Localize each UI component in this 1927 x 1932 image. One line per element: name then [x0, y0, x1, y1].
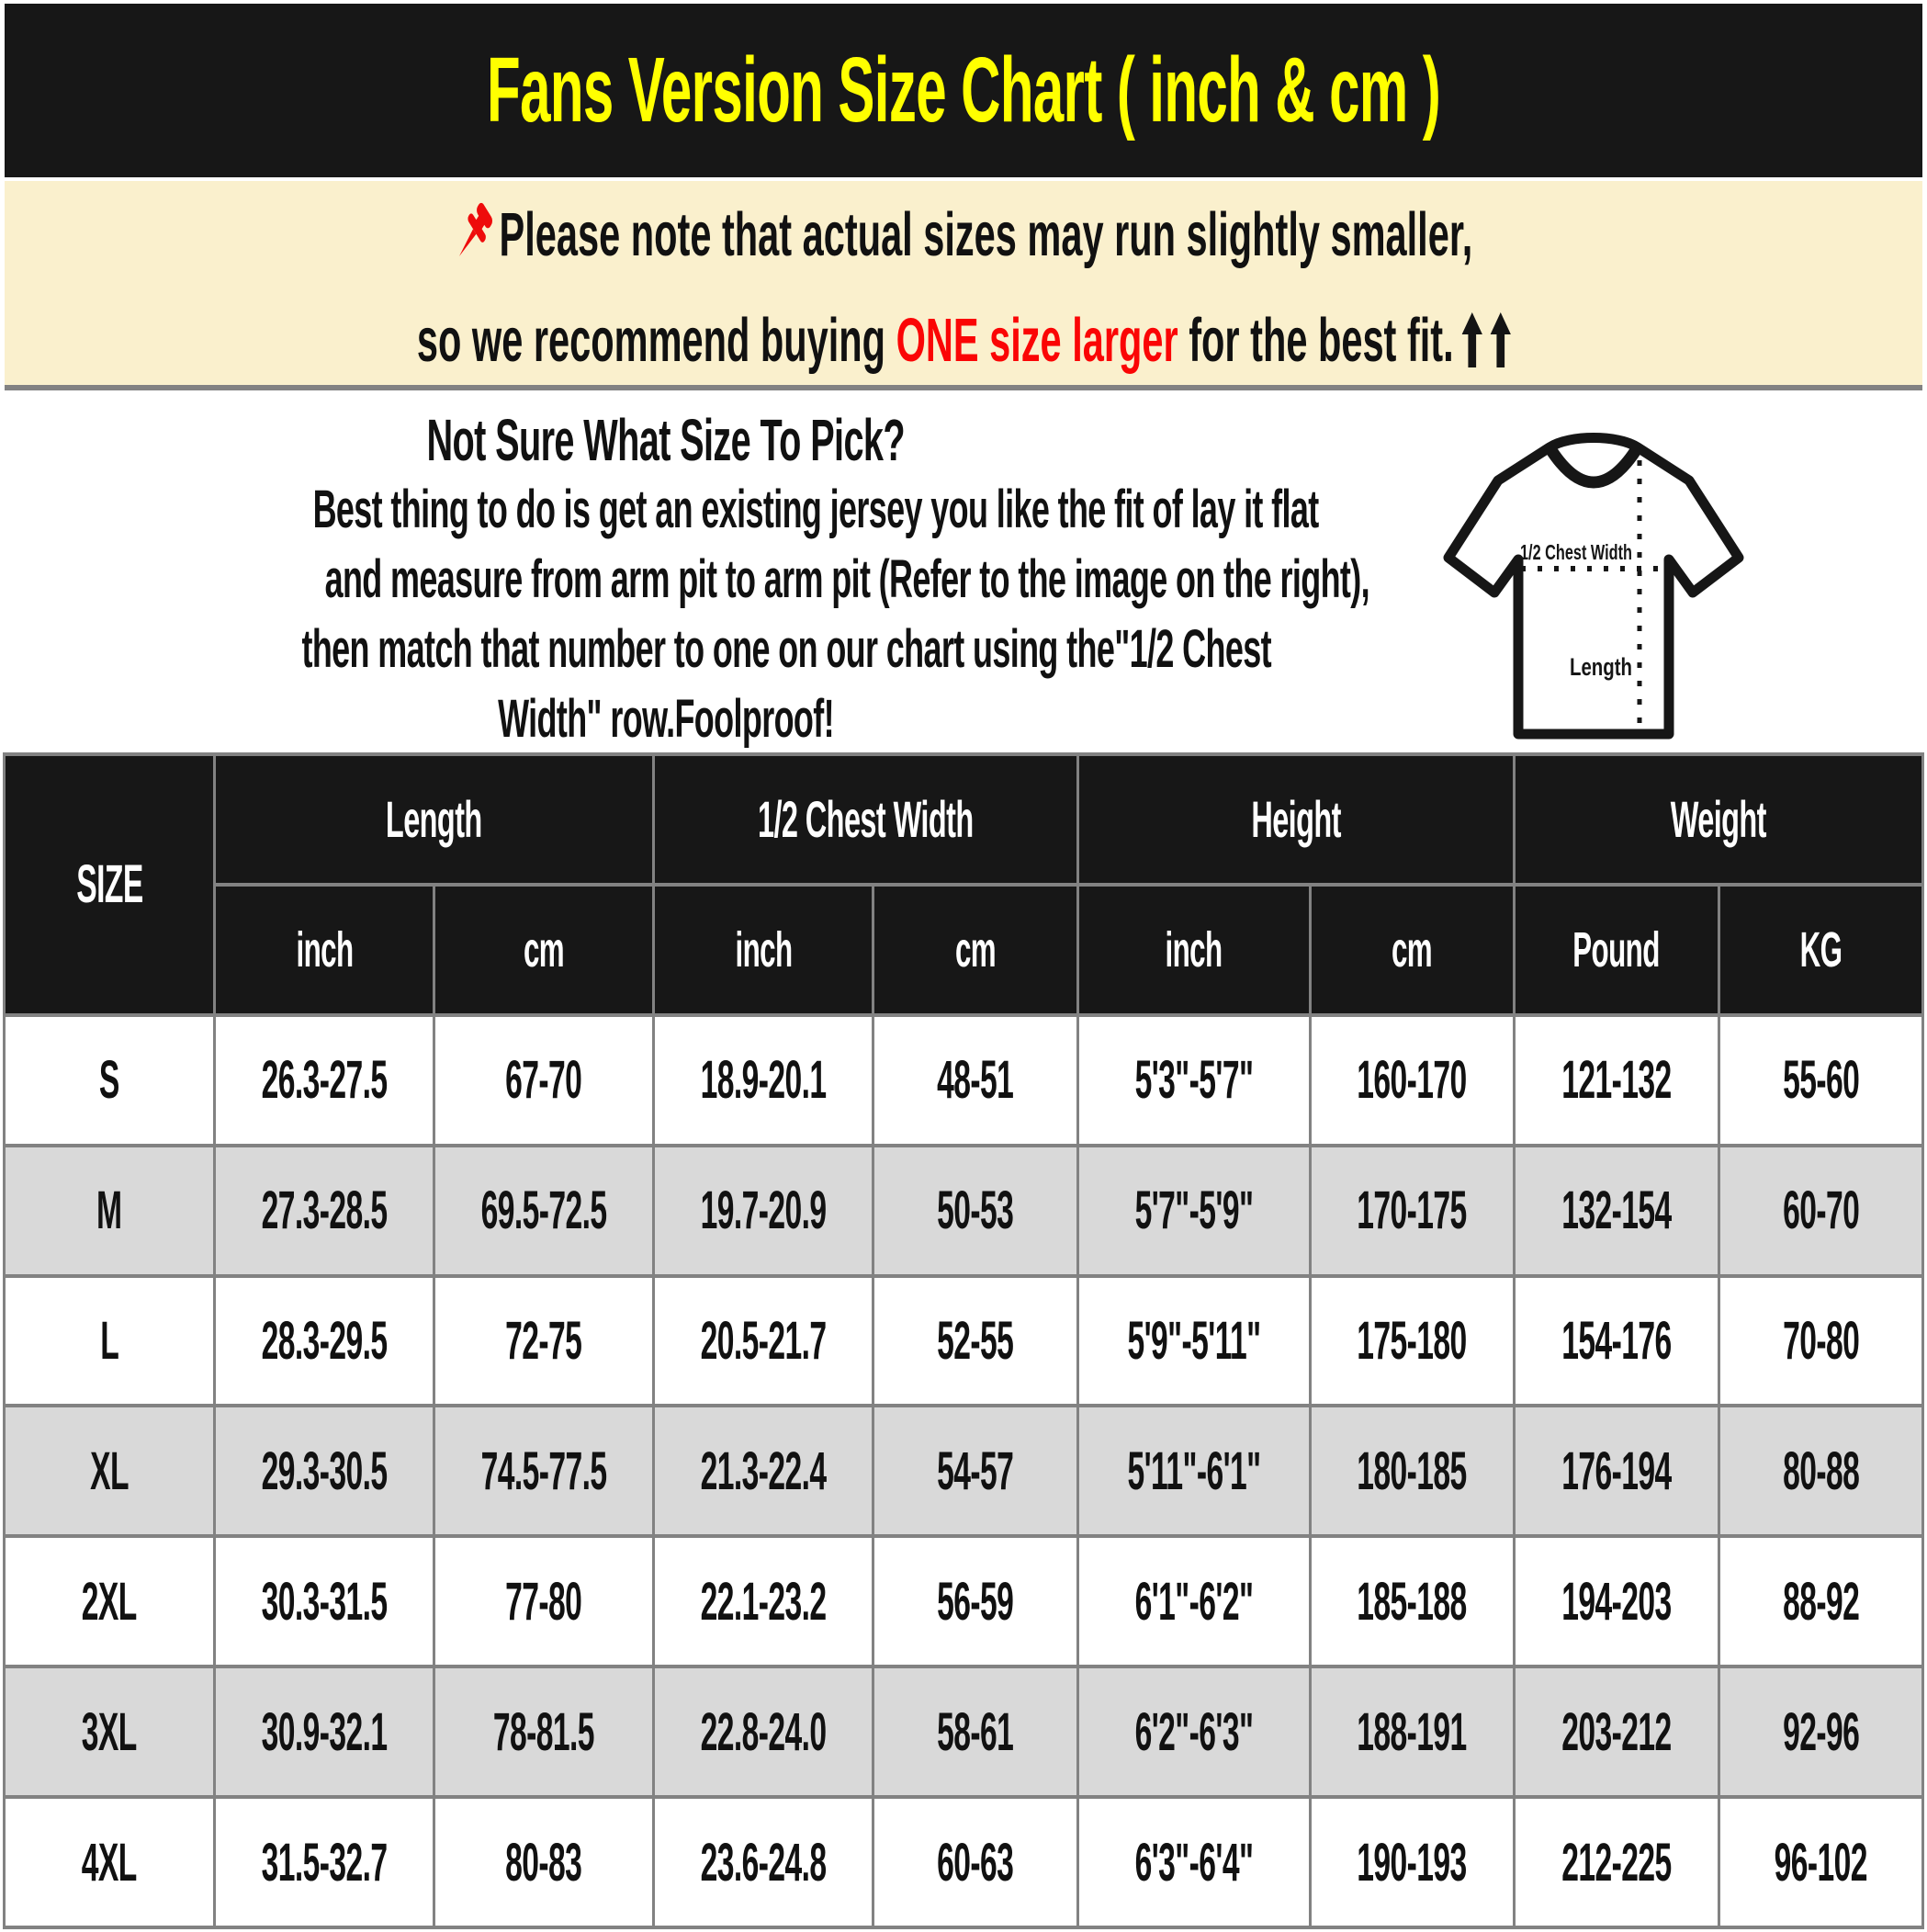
table-header-chest-width: 1/2 Chest Width [655, 756, 1076, 883]
table-header-height: Height [1079, 756, 1513, 883]
notice-text: Please note that actual sizes may run slightly smaller, [499, 200, 1473, 269]
table-header-weight: Weight [1516, 756, 1921, 883]
subheader-inch: inch [655, 887, 872, 1013]
size-label: 4XL [6, 1799, 213, 1926]
table-cell: 88-92 [1720, 1538, 1921, 1665]
subheader-cm: cm [874, 887, 1076, 1013]
table-cell: 27.3-28.5 [216, 1147, 433, 1274]
size-label: L [6, 1278, 213, 1405]
size-label: 3XL [6, 1668, 213, 1795]
table-cell: 55-60 [1720, 1017, 1921, 1144]
table-cell: 96-102 [1720, 1799, 1921, 1926]
tshirt-diagram [1439, 412, 1748, 749]
table-cell: 72-75 [435, 1278, 652, 1405]
table-cell: 28.3-29.5 [216, 1278, 433, 1405]
length-label: Length [1570, 653, 1632, 681]
size-label: 2XL [6, 1538, 213, 1665]
table-header-length: Length [216, 756, 652, 883]
table-cell: 21.3-22.4 [655, 1407, 872, 1534]
chest-width-label: 1/2 Chest Width [1520, 540, 1632, 564]
table-cell: 80-83 [435, 1799, 652, 1926]
table-cell: 170-175 [1312, 1147, 1513, 1274]
table-cell: 58-61 [874, 1668, 1076, 1795]
table-cell: 180-185 [1312, 1407, 1513, 1534]
table-cell: 52-55 [874, 1278, 1076, 1405]
table-header-size: SIZE [6, 756, 213, 1013]
table-cell: 20.5-21.7 [655, 1278, 872, 1405]
table-cell: 185-188 [1312, 1538, 1513, 1665]
table-cell: 203-212 [1516, 1668, 1717, 1795]
table-cell: 60-63 [874, 1799, 1076, 1926]
table-cell: 67-70 [435, 1017, 652, 1144]
table-cell: 26.3-27.5 [216, 1017, 433, 1144]
subheader-cm: cm [435, 887, 652, 1013]
guide-line: Width" row.Foolproof! [498, 689, 834, 749]
table-cell: 6'2"-6'3" [1079, 1668, 1309, 1795]
table-cell: 19.7-20.9 [655, 1147, 872, 1274]
table-cell: 175-180 [1312, 1278, 1513, 1405]
table-cell: 176-194 [1516, 1407, 1717, 1534]
size-chart-table [3, 752, 1924, 1929]
notice-line-1 [141, 196, 1785, 275]
table-cell: 23.6-24.8 [655, 1799, 872, 1926]
size-label: XL [6, 1407, 213, 1534]
table-cell: 70-80 [1720, 1278, 1921, 1405]
table-cell: 69.5-72.5 [435, 1147, 652, 1274]
table-cell: 121-132 [1516, 1017, 1717, 1144]
table-cell: 77-80 [435, 1538, 652, 1665]
size-guide-text [5, 405, 1370, 754]
page-title: Fans Version Size Chart ( inch & cm ) [486, 39, 1441, 141]
size-label: M [6, 1147, 213, 1274]
table-cell: 54-57 [874, 1407, 1076, 1534]
guide-line: and measure from arm pit to arm pit (Refer to the image on the right), [324, 549, 1370, 609]
guide-line: Best thing to do is get an existing jersey you like the fit of lay it flat [312, 480, 1319, 539]
table-cell: 194-203 [1516, 1538, 1717, 1665]
table-cell: 92-96 [1720, 1668, 1921, 1795]
size-guide-section [5, 390, 1922, 752]
table-cell: 160-170 [1312, 1017, 1513, 1144]
table-cell: 48-51 [874, 1017, 1076, 1144]
table-cell: 6'1"-6'2" [1079, 1538, 1309, 1665]
table-cell: 190-193 [1312, 1799, 1513, 1926]
size-label: S [6, 1017, 213, 1144]
notice-text: so we recommend buying [416, 305, 896, 375]
table-cell: 80-88 [1720, 1407, 1921, 1534]
subheader-kg: KG [1720, 887, 1921, 1013]
table-cell: 78-81.5 [435, 1668, 652, 1795]
pushpin-icon [454, 196, 498, 275]
subheader-cm: cm [1312, 887, 1513, 1013]
table-cell: 154-176 [1516, 1278, 1717, 1405]
table-cell: 22.1-23.2 [655, 1538, 872, 1665]
table-cell: 5'11"-6'1" [1079, 1407, 1309, 1534]
tshirt-icon [1439, 412, 1748, 749]
up-arrow-icon [1461, 312, 1482, 367]
table-cell: 5'7"-5'9" [1079, 1147, 1309, 1274]
table-cell: 56-59 [874, 1538, 1076, 1665]
subheader-inch: inch [1079, 887, 1309, 1013]
table-cell: 18.9-20.1 [655, 1017, 872, 1144]
guide-heading: Not Sure What Size To Pick? [426, 407, 906, 473]
subheader-pound: Pound [1516, 887, 1717, 1013]
table-cell: 5'9"-5'11" [1079, 1278, 1309, 1405]
table-cell: 74.5-77.5 [435, 1407, 652, 1534]
notice-text: for the best fit. [1178, 305, 1454, 375]
up-arrow-icon [1490, 312, 1510, 367]
table-cell: 212-225 [1516, 1799, 1717, 1926]
notice-line-2 [82, 305, 1846, 375]
table-cell: 22.8-24.0 [655, 1668, 872, 1795]
table-cell: 31.5-32.7 [216, 1799, 433, 1926]
table-cell: 6'3"-6'4" [1079, 1799, 1309, 1926]
guide-line: then match that number to one on our chart using the"1/2 Chest [301, 619, 1271, 679]
table-cell: 30.3-31.5 [216, 1538, 433, 1665]
title-bar [5, 4, 1922, 177]
table-cell: 50-53 [874, 1147, 1076, 1274]
table-cell: 132-154 [1516, 1147, 1717, 1274]
table-cell: 188-191 [1312, 1668, 1513, 1795]
subheader-inch: inch [216, 887, 433, 1013]
table-cell: 60-70 [1720, 1147, 1921, 1274]
notice-banner [5, 181, 1922, 390]
notice-highlight: ONE size larger [896, 305, 1178, 375]
table-cell: 30.9-32.1 [216, 1668, 433, 1795]
table-cell: 5'3"-5'7" [1079, 1017, 1309, 1144]
table-cell: 29.3-30.5 [216, 1407, 433, 1534]
